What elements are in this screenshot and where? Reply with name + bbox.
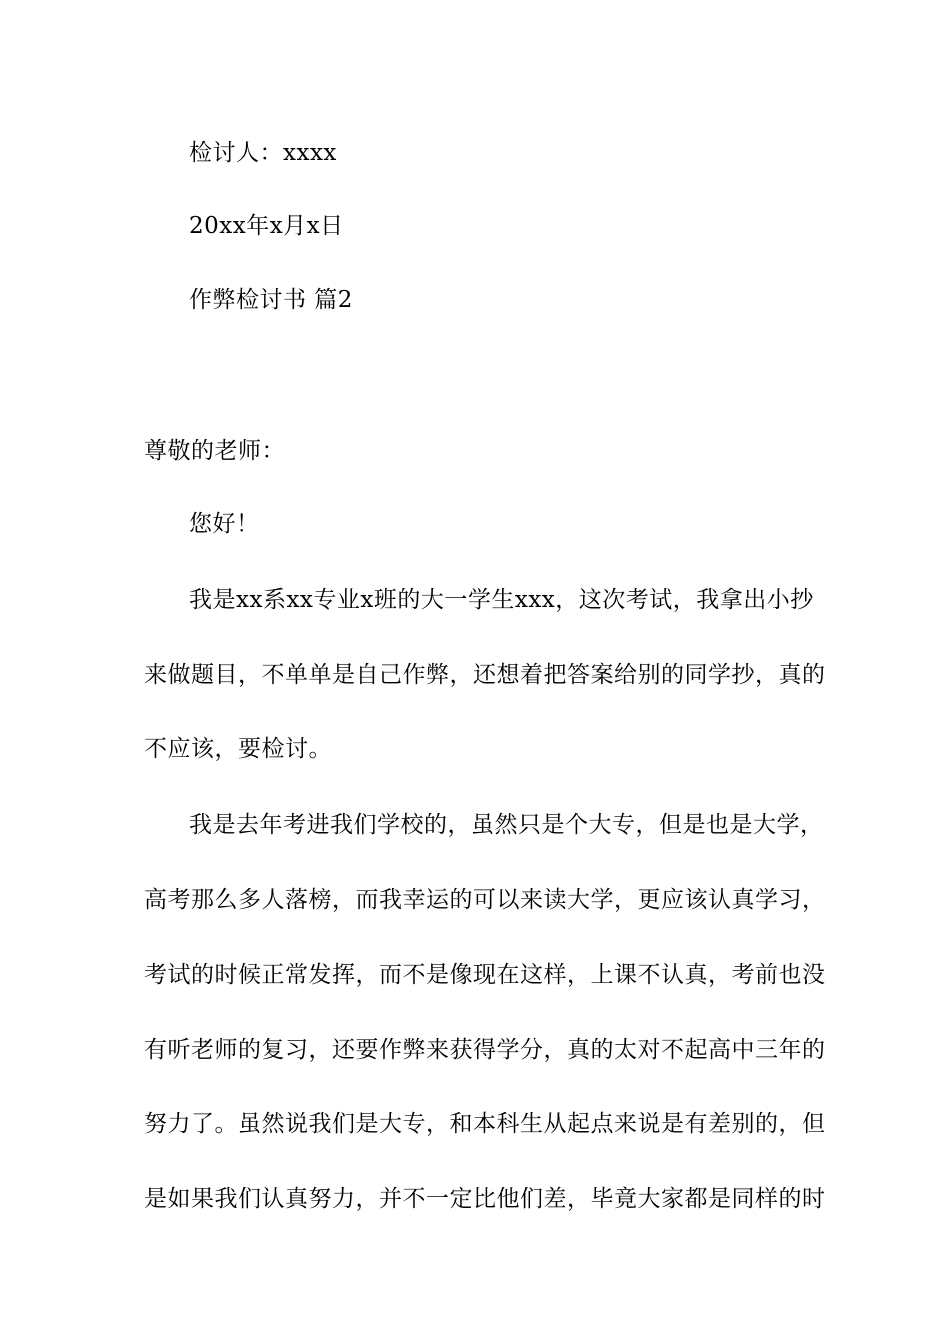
signature-line: 检讨人：xxxx (189, 140, 337, 166)
paragraph-2-line-3: 考试的时候正常发挥，而不是像现在这样，上课不认真，考前也没 (144, 962, 826, 988)
paragraph-2-line-5: 努力了。虽然说我们是大专，和本科生从起点来说是有差别的，但 (144, 1111, 826, 1137)
paragraph-2-line-4: 有听老师的复习，还要作弊来获得学分，真的太对不起高中三年的 (144, 1037, 826, 1063)
paragraph-1-line-3: 不应该，要检讨。 (144, 736, 332, 762)
salutation: 尊敬的老师： (144, 438, 285, 464)
section-heading: 作弊检讨书 篇2 (189, 287, 353, 313)
paragraph-2-line-2: 高考那么多人落榜，而我幸运的可以来读大学，更应该认真学习， (144, 887, 826, 913)
paragraph-2-line-6: 是如果我们认真努力，并不一定比他们差，毕竟大家都是同样的时 (144, 1186, 826, 1212)
greeting: 您好！ (189, 511, 260, 537)
date-line: 20xx年x月x日 (189, 213, 344, 239)
paragraph-1-line-1: 我是xx系xx专业x班的大一学生xxx，这次考试，我拿出小抄 (189, 587, 814, 613)
paragraph-1-line-2: 来做题目，不单单是自己作弊，还想着把答案给别的同学抄，真的 (144, 662, 826, 688)
paragraph-2-line-1: 我是去年考进我们学校的，虽然只是个大专，但是也是大学， (189, 812, 824, 838)
